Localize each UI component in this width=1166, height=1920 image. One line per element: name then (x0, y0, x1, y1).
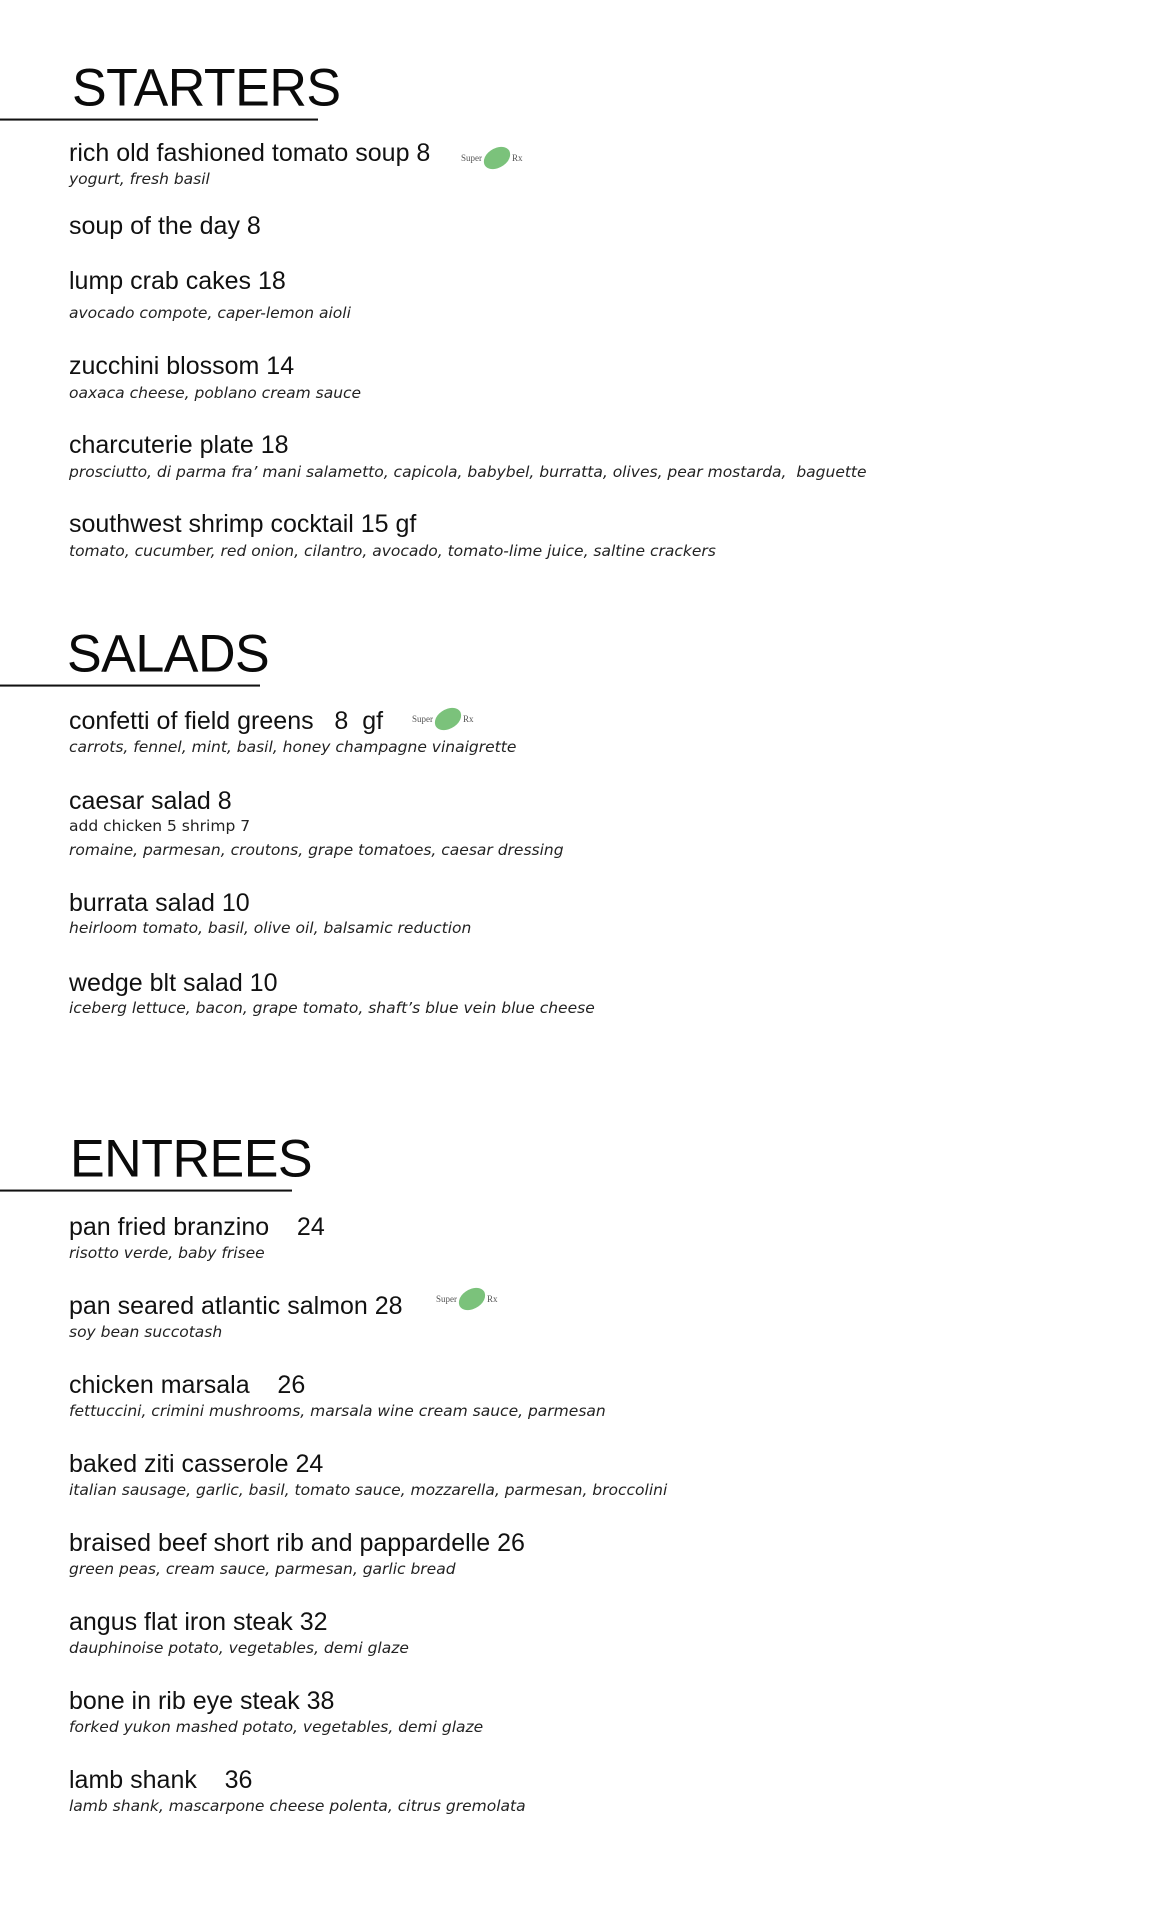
green-leaf-icon (432, 705, 465, 733)
menu-item-name: caesar salad 8 (69, 787, 232, 815)
menu-item-name: chicken marsala 26 (69, 1371, 306, 1399)
menu-item-name: soup of the day 8 (69, 212, 261, 240)
menu-item-description: risotto verde, baby frisee (69, 1244, 265, 1262)
menu-item-description: green peas, cream sauce, parmesan, garlic bread (69, 1560, 456, 1578)
menu-item-name: pan fried branzino 24 (69, 1213, 325, 1241)
menu-item-description: italian sausage, garlic, basil, tomato sauce, mozzarella, parmesan, broccolini (69, 1481, 668, 1499)
menu-item-description: romaine, parmesan, croutons, grape tomatoes, caesar dressing (69, 841, 564, 859)
starters-heading: STARTERS (0, 61, 318, 120)
superfood-rx-logo: Super Rx (461, 147, 514, 169)
menu-item-name: lump crab cakes 18 (69, 267, 286, 295)
menu-item-description: iceberg lettuce, bacon, grape tomato, shaft’s blue vein blue cheese (69, 999, 595, 1017)
menu-item-name: rich old fashioned tomato soup 8 (69, 139, 431, 167)
superfood-rx-logo: Super Rx (412, 708, 465, 730)
menu-item-name: lamb shank 36 (69, 1766, 253, 1794)
menu-item-description: carrots, fennel, mint, basil, honey champagne vinaigrette (69, 738, 517, 756)
menu-item-description: forked yukon mashed potato, vegetables, demi glaze (69, 1718, 484, 1736)
menu-item-description: soy bean succotash (69, 1323, 223, 1341)
menu-item-description: lamb shank, mascarpone cheese polenta, citrus gremolata (69, 1797, 526, 1815)
menu-item-description: avocado compote, caper-lemon aioli (69, 304, 351, 322)
menu-item-description: fettuccini, crimini mushrooms, marsala wine cream sauce, parmesan (69, 1402, 606, 1420)
menu-item-name: burrata salad 10 (69, 889, 250, 917)
menu-item-name: baked ziti casserole 24 (69, 1450, 324, 1478)
green-leaf-icon (456, 1285, 489, 1313)
menu-item-name: wedge blt salad 10 (69, 969, 278, 997)
salads-heading: SALADS (0, 627, 260, 686)
menu-item-description: dauphinoise potato, vegetables, demi glaze (69, 1639, 409, 1657)
menu-item-addon-note: add chicken 5 shrimp 7 (69, 817, 251, 835)
superfood-rx-logo: Super Rx (436, 1288, 489, 1310)
menu-item-description: yogurt, fresh basil (69, 170, 210, 188)
menu-item-description: oaxaca cheese, poblano cream sauce (69, 384, 362, 402)
menu-item-name: zucchini blossom 14 (69, 352, 295, 380)
entrees-heading: ENTREES (0, 1132, 292, 1191)
menu-item-name: bone in rib eye steak 38 (69, 1687, 335, 1715)
menu-item-description: heirloom tomato, basil, olive oil, balsamic reduction (69, 919, 472, 937)
menu-item-name: pan seared atlantic salmon 28 (69, 1292, 403, 1320)
menu-item-description: prosciutto, di parma fra’ mani salametto, capicola, babybel, burratta, olives, pear mostarda, baguette (69, 463, 867, 481)
menu-item-name: angus flat iron steak 32 (69, 1608, 328, 1636)
menu-item-name: braised beef short rib and pappardelle 26 (69, 1529, 525, 1557)
menu-item-name: charcuterie plate 18 (69, 431, 289, 459)
menu-item-description: tomato, cucumber, red onion, cilantro, avocado, tomato-lime juice, saltine crackers (69, 542, 716, 560)
menu-item-name: confetti of field greens 8 gf (69, 707, 384, 735)
menu-item-name: southwest shrimp cocktail 15 gf (69, 510, 417, 538)
green-leaf-icon (481, 144, 514, 172)
